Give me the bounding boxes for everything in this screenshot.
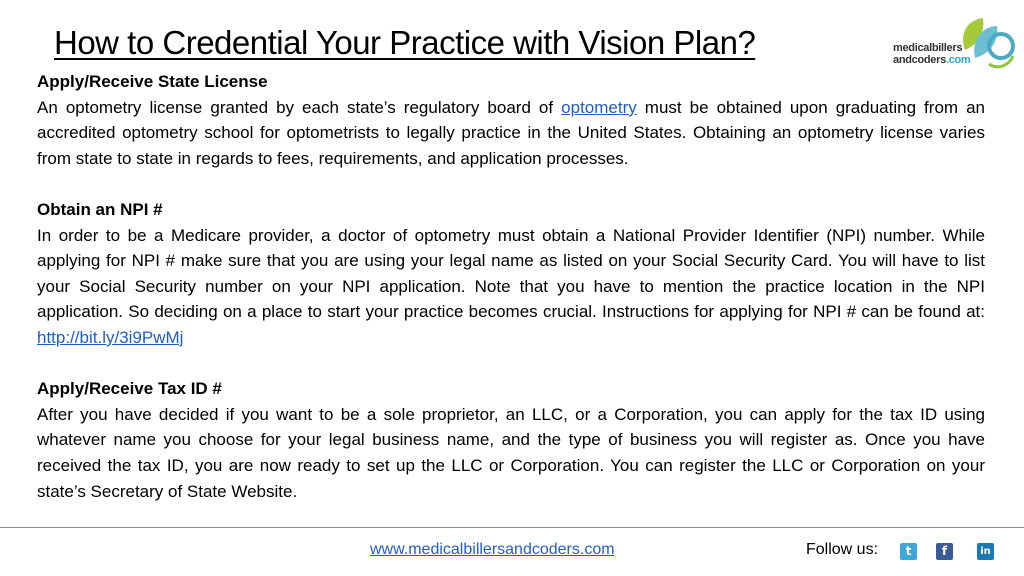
follow-us-label: Follow us: xyxy=(806,541,879,558)
section-npi xyxy=(37,197,985,351)
section-tax-id xyxy=(37,376,985,504)
page-title: How to Credential Your Practice with Vision Plan? xyxy=(54,24,756,61)
website-link[interactable]: www.medicalbillersandcoders.com xyxy=(370,541,615,558)
section-paragraph: An optometry license granted by each state’s regulatory board of optometry must be obtained upon graduating from an accredited optometry school for optometrists to legally practice in the United States. Obtaining an optometry license varies from state to state in regards to fees, requirements, and application processes. xyxy=(37,97,986,168)
logo-text-line2: andcoders.com xyxy=(893,54,971,66)
npi-instructions-link[interactable]: http://bit.ly/3i9PwMj xyxy=(37,327,184,347)
logo-text-line1: medicalbillers xyxy=(893,42,963,54)
section-heading: Apply/Receive State License xyxy=(37,72,268,91)
logo-wordmark xyxy=(893,42,970,66)
section-paragraph: In order to be a Medicare provider, a doctor of optometry must obtain a National Provider Identifier (NPI) number. While applying for NPI # make sure that you are using your legal name as listed on your Social Security Card. You will have to list your Social Security number on your NPI application. Note that you have to mention the practice location in the NPI application. So deciding on a place to start your practice becomes crucial. Instructions for applying for NPI # can be found at: http://bit.ly/3i9PwMj xyxy=(37,225,985,347)
section-state-license xyxy=(37,69,985,171)
linkedin-icon[interactable]: in xyxy=(977,543,994,560)
footer-divider xyxy=(0,527,1024,528)
article-body xyxy=(37,69,985,504)
company-logo[interactable] xyxy=(893,12,1015,72)
optometry-link[interactable]: optometry xyxy=(561,97,637,117)
section-heading: Obtain an NPI # xyxy=(37,199,163,219)
facebook-icon[interactable]: f xyxy=(936,543,953,560)
section-heading: Apply/Receive Tax ID # xyxy=(37,379,222,399)
section-paragraph: After you have decided if you want to be a sole proprietor, an LLC, or a Corporation, you can apply for the tax ID using whatever name you choose for your legal business name, and the type of business you will register as. Once you have received the tax ID, you are now ready to set up the LLC or Corporation. You can register the LLC or Corporation on your state’s Secretary of State Website. xyxy=(37,404,985,501)
twitter-icon[interactable]: t xyxy=(900,543,917,560)
